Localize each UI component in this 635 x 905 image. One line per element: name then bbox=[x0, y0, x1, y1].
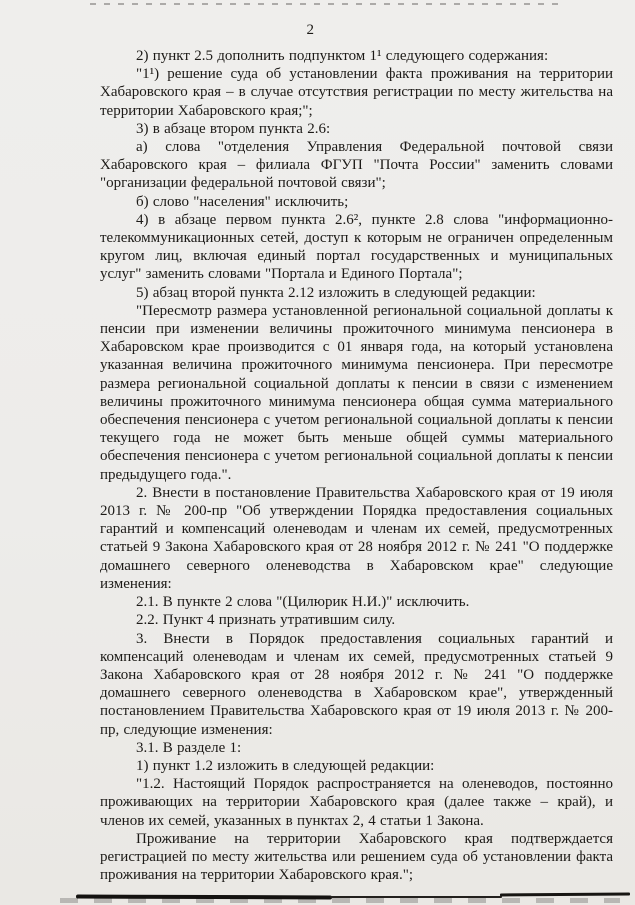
paragraph: а) слова "отделения Управления Федеральной почтовой связи Хабаровского края – филиала ФГУП "Почта России" заменить словами "организации федеральной почтовой связи"; bbox=[100, 139, 613, 192]
paragraph: 2.2. Пункт 4 признать утратившим силу. bbox=[136, 612, 396, 629]
scan-artifact-bottom-2 bbox=[330, 896, 502, 898]
scan-artifact-bottom-3 bbox=[500, 893, 630, 897]
paragraph: 4) в абзаце первом пункта 2.6², пункте 2.8 слова "информационно-телекоммуникационных сетей, доступ к которым не ограничен определенным кругом лиц, включая единый портал государственных и муниципальных услуг" заменить словами "Портала и Единого Портала"; bbox=[100, 211, 613, 283]
paragraph: 2) пункт 2.5 дополнить подпунктом 1¹ следующего содержания: bbox=[136, 48, 549, 64]
paragraph: "Пересмотр размера установленной региональной социальной доплаты к пенсии при изменении величины прожиточного минимума пенсионера в Хабаровском крае производится с 01 января года, на который установлена указанная величина прожиточного минимума пенсионера. При пересмотре размера региональной социальной доплаты к пенсии в связи с изменением величины прожиточного минимума пенсионера общая сумма материального обеспечения пенсионера с учетом региональной социальной доплаты к пенсии текущего года не может быть меньше общей суммы материального обеспечения пенсионера с учетом региональной социальной доплаты к пенсии предыдущего года.". bbox=[100, 302, 613, 483]
paragraph: 2.1. В пункте 2 слова "(Цилюрик Н.И.)" исключить. bbox=[136, 594, 470, 611]
paragraph: "1.2. Настоящий Порядок распространяется на оленеводов, постоянно проживающих на территории Хабаровского края (далее также – край), и членов их семей, указанных в пунктах 2, 4 статьи 1 Закона. bbox=[100, 776, 613, 829]
scan-artifact-top bbox=[90, 3, 560, 5]
page-number: 2 bbox=[306, 22, 315, 38]
scan-artifact-bottom-1 bbox=[76, 895, 332, 900]
paragraph: 3. Внести в Порядок предоставления социальных гарантий и компенсаций оленеводам и членам их семей, предусмотренных статьей 9 Закона Хабаровского края от 28 ноября 2012 г. № 241 "О поддержке домашнего северного оленеводства в Хабаровском крае", утвержденный постановлением Правительства Хабаровского края от 19 июля 2013 г. № 200-пр, следующие изменения: bbox=[100, 630, 613, 738]
paragraph: 5) абзац второй пункта 2.12 изложить в следующей редакции: bbox=[136, 284, 536, 301]
paragraph: "1¹) решение суда об установлении факта проживания на территории Хабаровского края – в случае отсутствия регистрации по месту жительства на территории Хабаровского края;"; bbox=[100, 66, 613, 119]
scan-artifact-bottom-smudge bbox=[60, 898, 620, 903]
paragraph: 2. Внести в постановление Правительства Хабаровского края от 19 июля 2013 г. № 200-пр "Об утверждении Порядка предоставления социальных гарантий и компенсаций оленеводам и членам их семей, предусмотренных статьей 9 Закона Хабаровского края от 28 ноября 2012 г. № 241 "О поддержке домашнего северного оленеводства в Хабаровском крае" следующие изменения: bbox=[100, 484, 613, 592]
paragraph: 3.1. В разделе 1: bbox=[136, 739, 242, 756]
paragraph: 1) пункт 1.2 изложить в следующей редакции: bbox=[136, 757, 435, 774]
text-block bbox=[100, 47, 613, 884]
paragraph: 3) в абзаце втором пункта 2.6: bbox=[136, 120, 331, 137]
paragraph: Проживание на территории Хабаровского края подтверждается регистрацией по месту жительства или решением суда об установлении факта проживания на территории Хабаровского края."; bbox=[100, 830, 613, 884]
paragraph: б) слово "населения" исключить; bbox=[136, 193, 349, 210]
